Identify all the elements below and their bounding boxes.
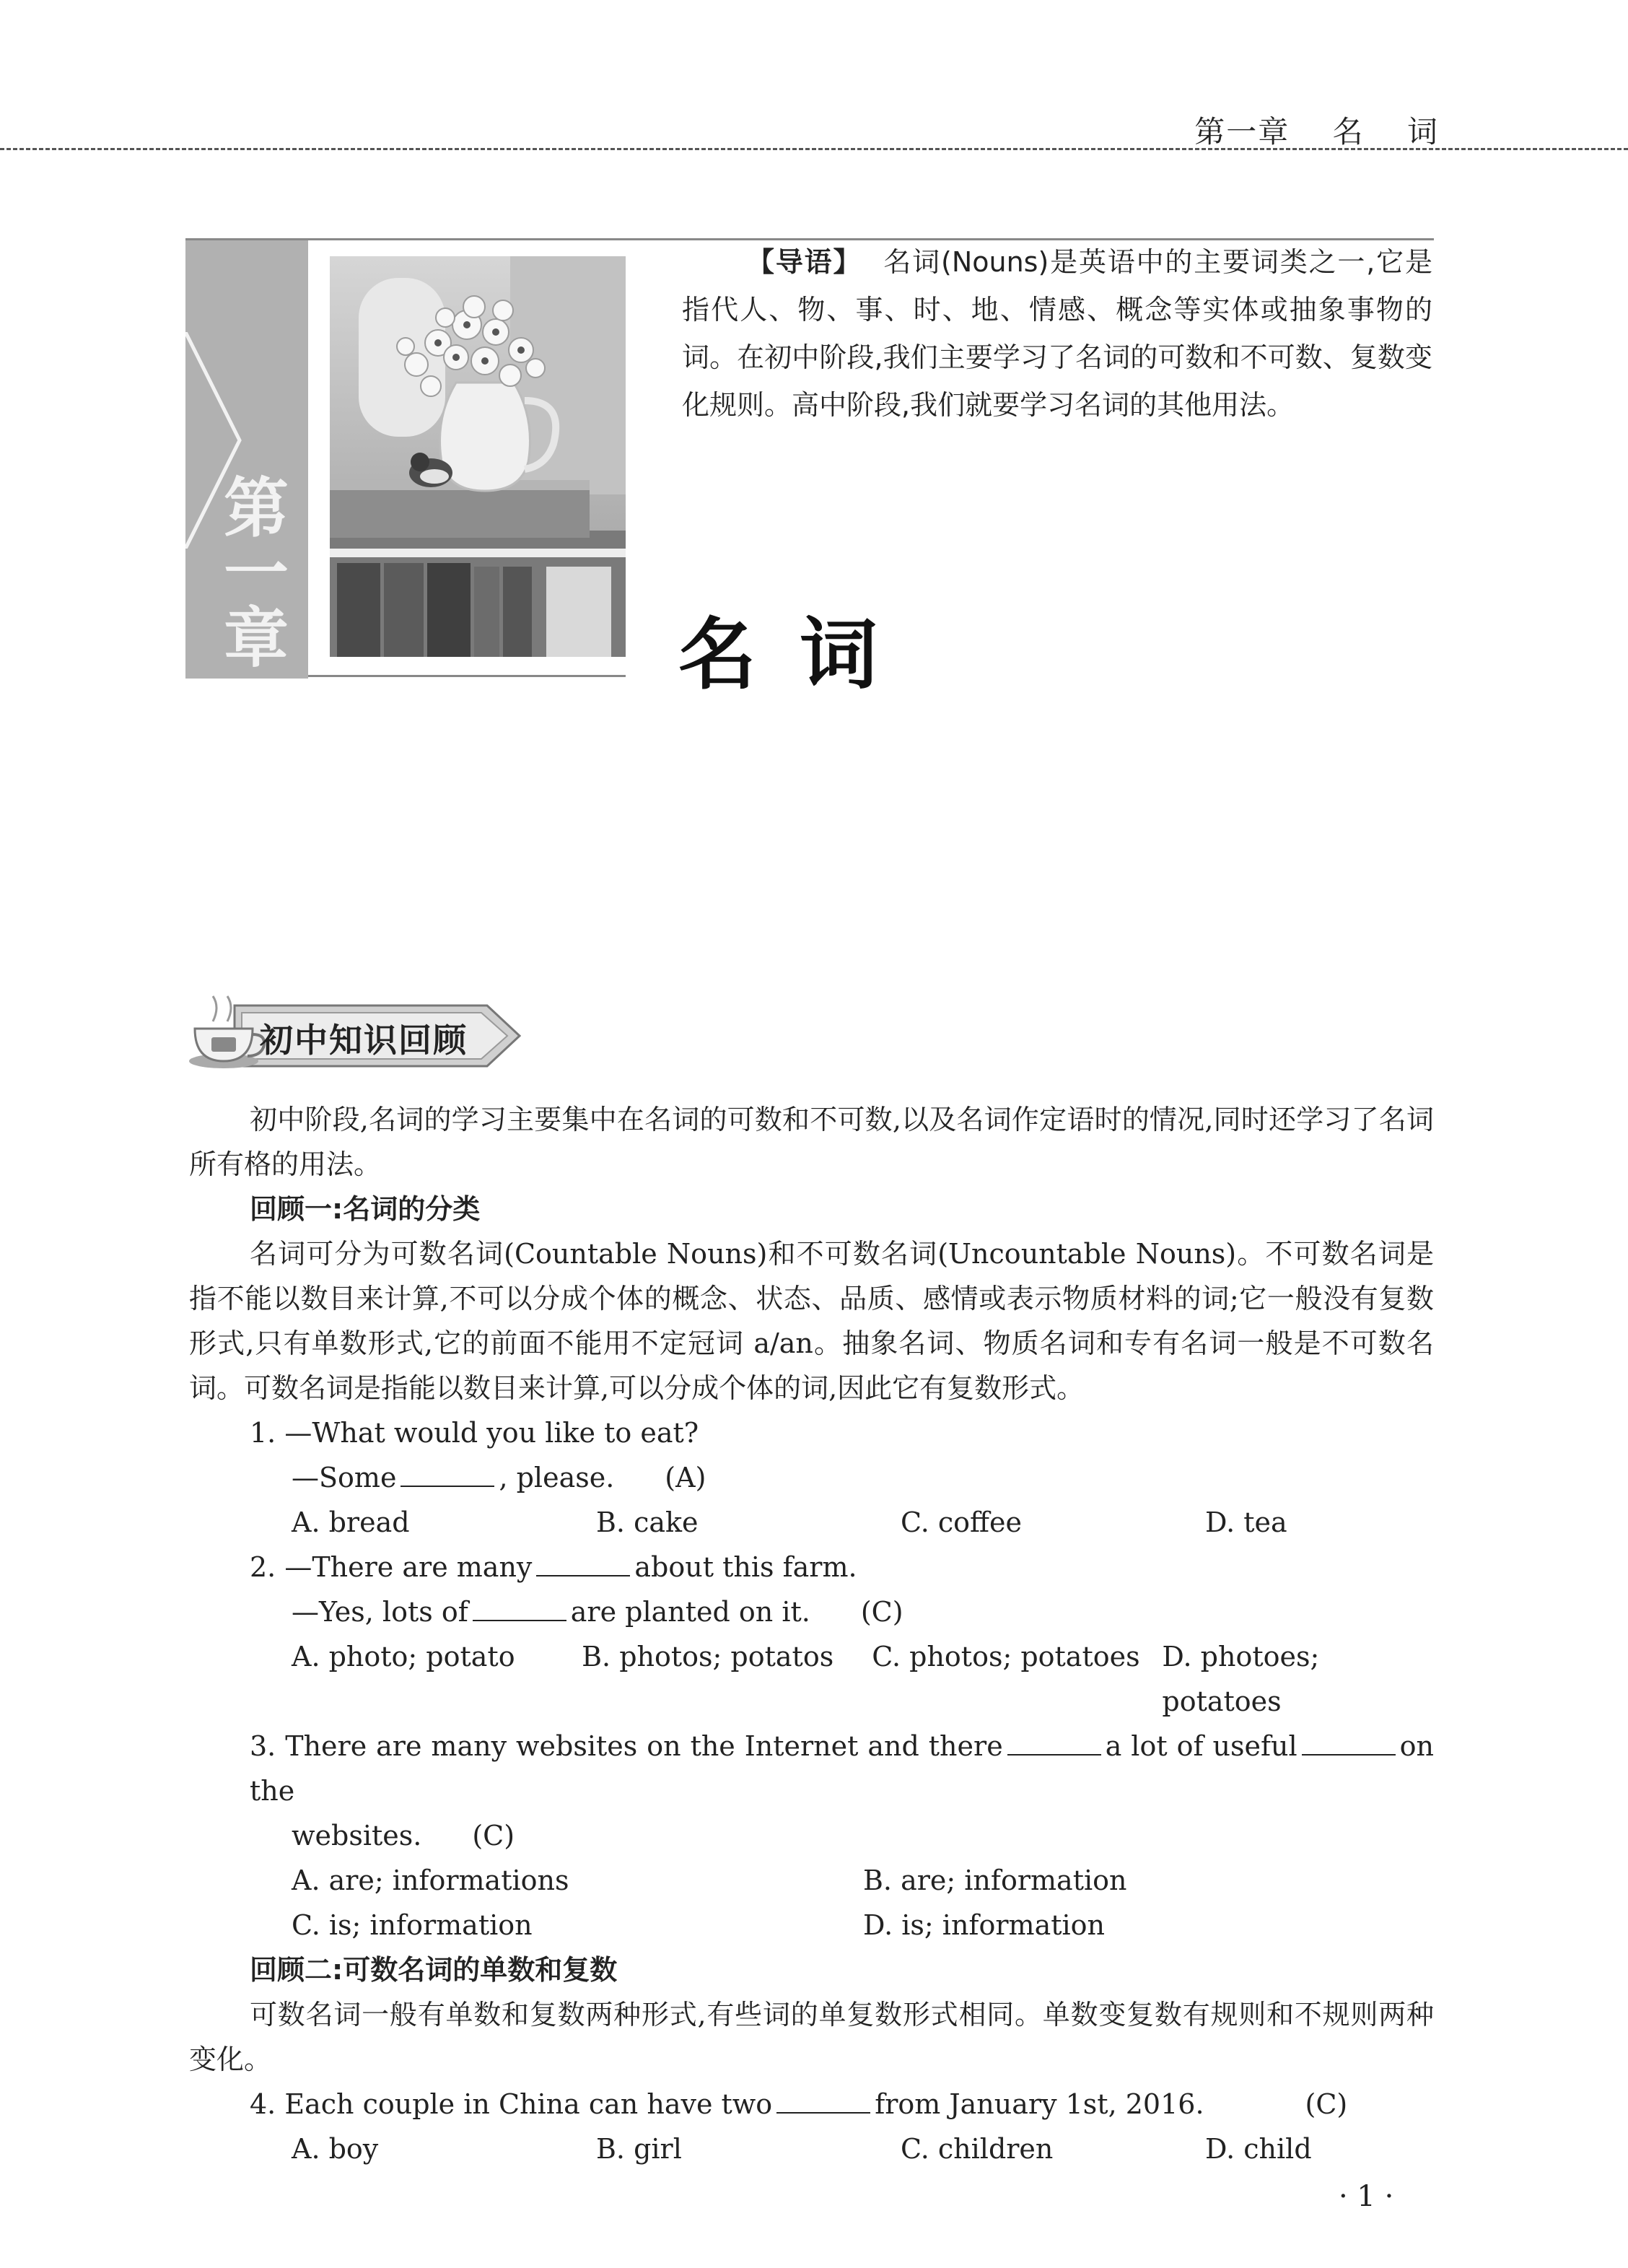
q4-option-b: B. girl bbox=[596, 2133, 682, 2165]
chapter-label bbox=[216, 471, 296, 676]
q4-option-c: C. children bbox=[901, 2133, 1054, 2165]
q2-options bbox=[250, 1634, 1434, 1724]
chapter-title: 名词 bbox=[678, 610, 922, 700]
review2-text: 可数名词一般有单数和复数两种形式,有些词的单复数形式相同。单数变复数有规则和不规则两种变化。 bbox=[189, 1999, 1434, 2075]
q1-option-c: C. coffee bbox=[901, 1506, 1023, 1538]
q2-blank-1 bbox=[536, 1553, 630, 1576]
intro-tag: 【导语】 bbox=[747, 246, 862, 278]
running-header-chapter: 第一章 bbox=[1194, 114, 1290, 149]
q4-answer: (C) bbox=[1305, 2088, 1348, 2120]
chapter-label-char-3: 章 bbox=[224, 601, 289, 676]
question-2 bbox=[189, 1545, 1434, 1724]
q3-line1 bbox=[250, 1724, 1434, 1813]
q1-option-d: D. tea bbox=[1205, 1506, 1287, 1538]
q1-line2-post: , please. bbox=[499, 1462, 615, 1493]
q2-line1-pre: 2. —There are many bbox=[250, 1551, 533, 1583]
q4-options bbox=[250, 2127, 1434, 2171]
q3-line1-pre: 3. There are many websites on the Internet and there bbox=[250, 1730, 1003, 1762]
review1-title: 回顾一:名词的分类 bbox=[250, 1193, 481, 1225]
q1-option-b: B. cake bbox=[596, 1506, 699, 1538]
q3-option-d: D. is; information bbox=[863, 1909, 1106, 1941]
question-3 bbox=[189, 1724, 1434, 1948]
q1-line2 bbox=[250, 1455, 1434, 1500]
intro-text: 名词(Nouns)是英语中的主要词类之一,它是指代人、物、事、时、地、情感、概念等实体或抽象事物的词。在初中阶段,我们主要学习了名词的可数和不可数、复数变化规则。高中阶段,我们就要学习名词的其他用法。 bbox=[682, 246, 1432, 421]
section-title: 初中知识回顾 bbox=[260, 1021, 468, 1060]
q4-line1-pre: 4. Each couple in China can have two bbox=[250, 2088, 773, 2120]
chapter-label-char-2: 一 bbox=[224, 536, 289, 611]
q2-line1 bbox=[250, 1545, 1434, 1589]
running-header-title-1: 名 bbox=[1332, 114, 1365, 149]
q2-blank-2 bbox=[473, 1598, 566, 1621]
q3-option-a: A. are; informations bbox=[292, 1864, 569, 1896]
q4-line1-post: from January 1st, 2016. bbox=[875, 2088, 1204, 2120]
q3-line1-post: on the bbox=[250, 1730, 1435, 1807]
page-number: · 1 · bbox=[1339, 2180, 1394, 2213]
flowers-jug-bird-photo bbox=[330, 256, 626, 657]
running-header-title-2: 词 bbox=[1406, 114, 1439, 149]
q3-options-row-1 bbox=[250, 1858, 1434, 1903]
q2-line2 bbox=[250, 1589, 1434, 1634]
section-body bbox=[189, 1097, 1434, 2171]
review2-title: 回顾二:可数名词的单数和复数 bbox=[250, 1954, 618, 1986]
q4-blank bbox=[776, 2090, 870, 2114]
q2-option-d: D. photoes; potatoes bbox=[1162, 1641, 1320, 1717]
q3-line2-text: websites. bbox=[292, 1820, 422, 1852]
q1-option-a: A. bread bbox=[292, 1506, 410, 1538]
running-header bbox=[1163, 108, 1439, 152]
q2-line2-pre: —Yes, lots of bbox=[292, 1596, 468, 1628]
q3-blank-2 bbox=[1302, 1732, 1396, 1755]
chapter-label-char-1: 第 bbox=[224, 471, 289, 546]
q1-line2-pre: —Some bbox=[292, 1462, 397, 1493]
q3-option-b: B. are; information bbox=[863, 1864, 1127, 1896]
review1-text: 名词可分为可数名词(Countable Nouns)和不可数名词(Uncountable Nouns)。不可数名词是指不能以数目来计算,不可以分成个体的概念、状态、品质、感情或表示物质材料的词;它一般没有复数形式,只有单数形式,它的前面不能用不定冠词 a/an。抽象名词、物质名词和专有名词一般是不可数名词。可数名词是指能以数目来计算,可以分成个体的词,因此它有复数形式。 bbox=[189, 1238, 1434, 1404]
question-4 bbox=[189, 2082, 1434, 2171]
q3-blank-1 bbox=[1007, 1732, 1101, 1755]
q4-line1 bbox=[250, 2082, 1434, 2127]
chapter-intro bbox=[682, 238, 1432, 429]
q3-line2 bbox=[250, 1813, 1434, 1858]
q4-option-d: D. child bbox=[1205, 2133, 1312, 2165]
question-1 bbox=[189, 1410, 1434, 1545]
photo-bottom-line bbox=[308, 675, 626, 677]
q4-option-a: A. boy bbox=[292, 2133, 379, 2165]
q2-answer: (C) bbox=[860, 1596, 903, 1628]
q3-answer: (C) bbox=[472, 1820, 515, 1852]
q1-options bbox=[250, 1500, 1434, 1545]
q2-line2-post: are planted on it. bbox=[570, 1596, 810, 1628]
q2-option-a: A. photo; potato bbox=[292, 1641, 515, 1672]
section-intro: 初中阶段,名词的学习主要集中在名词的可数和不可数,以及名词作定语时的情况,同时还学习了名词所有格的用法。 bbox=[189, 1104, 1434, 1180]
q1-blank bbox=[401, 1464, 494, 1487]
q3-option-c: C. is; information bbox=[292, 1909, 533, 1941]
q1-line1: 1. —What would you like to eat? bbox=[250, 1417, 699, 1449]
q2-line1-post: about this farm. bbox=[634, 1551, 857, 1583]
q2-option-c: C. photos; potatoes bbox=[872, 1641, 1140, 1672]
q3-line1-mid: a lot of useful bbox=[1105, 1730, 1297, 1762]
header-dashed-rule bbox=[0, 148, 1628, 150]
q1-answer: (A) bbox=[665, 1462, 706, 1493]
q3-options-row-2 bbox=[250, 1903, 1434, 1948]
q2-option-b: B. photos; potatos bbox=[582, 1641, 834, 1672]
